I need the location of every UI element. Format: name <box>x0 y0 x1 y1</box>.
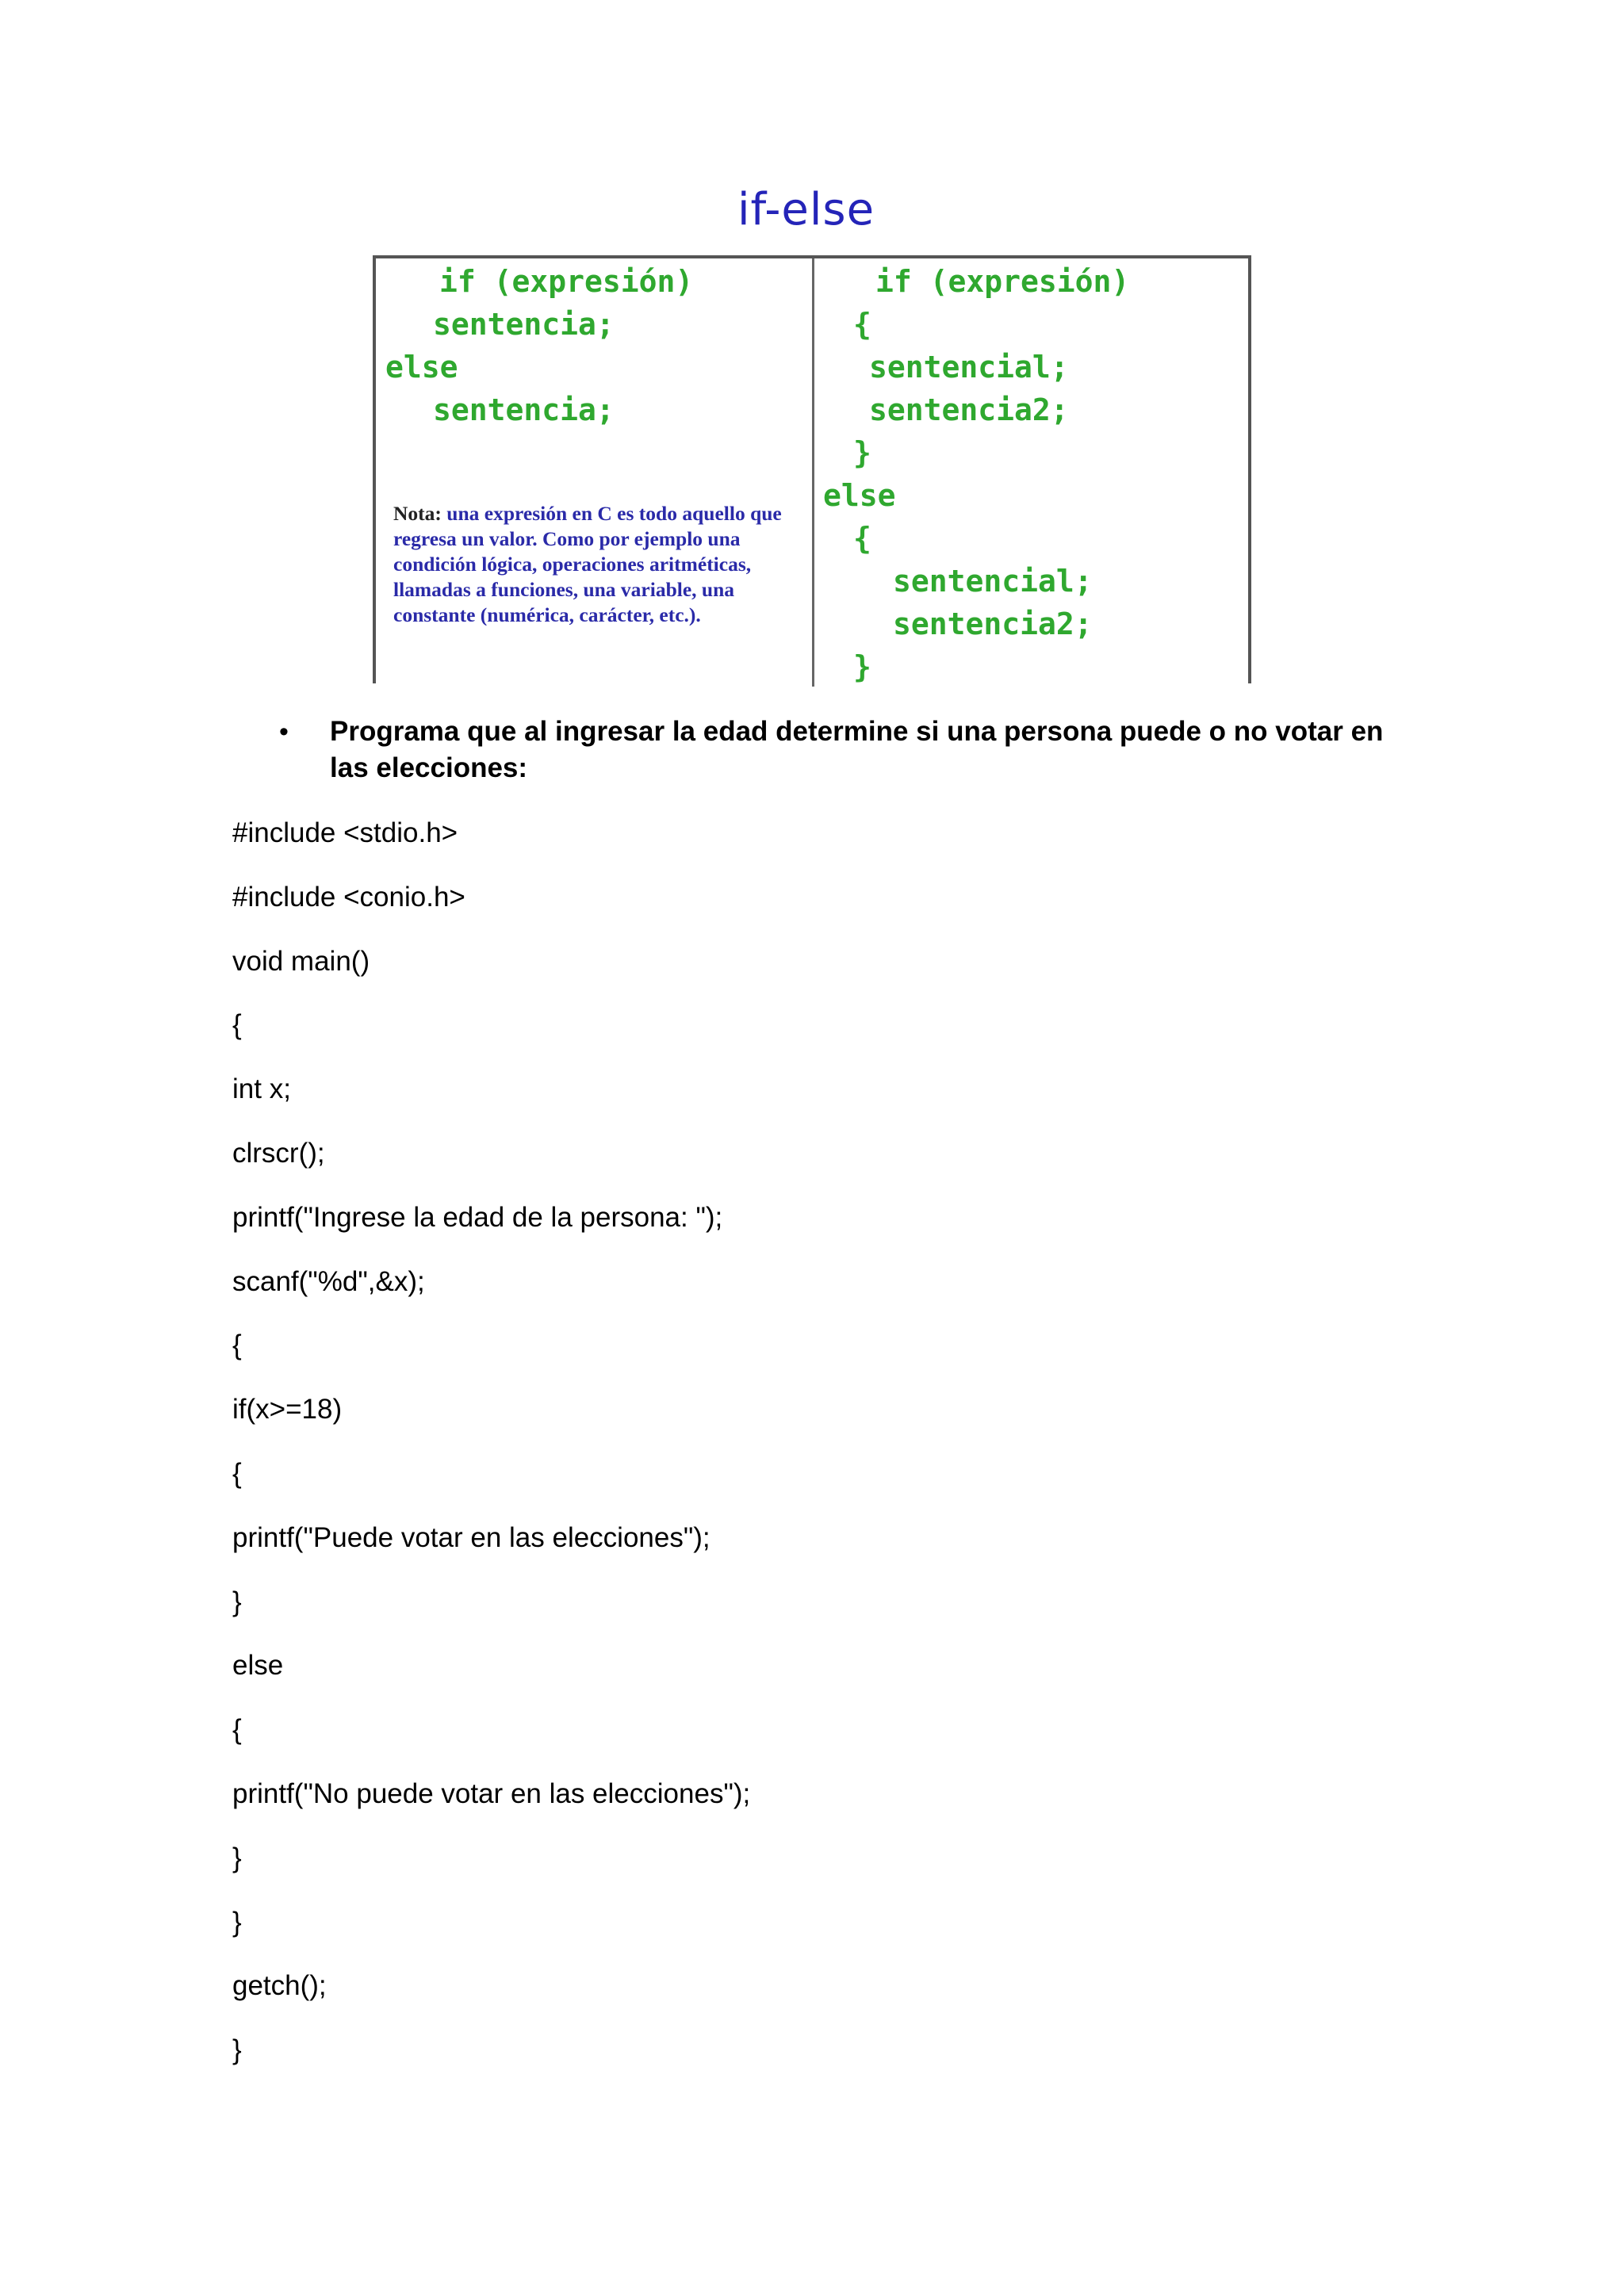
right-code-line: sentencial; <box>893 564 1093 599</box>
bullet-marker: • <box>279 717 289 747</box>
code-line: clrscr(); <box>232 1137 325 1169</box>
right-code-line: else <box>823 478 896 513</box>
note-label: Nota: <box>393 502 442 525</box>
code-line: void main() <box>232 945 370 977</box>
code-line: { <box>232 1009 242 1041</box>
program-listing <box>232 815 750 2096</box>
right-code-line: { <box>853 307 871 342</box>
code-line: { <box>232 1457 242 1489</box>
left-code-line: else <box>385 350 458 385</box>
code-line: } <box>232 1586 242 1617</box>
code-line: } <box>232 1842 242 1873</box>
code-line: } <box>232 2034 242 2066</box>
note-text <box>393 501 806 628</box>
left-code-line: sentencia; <box>433 392 615 427</box>
column-divider <box>812 258 814 687</box>
exercise-heading: Programa que al ingresar la edad determine si una persona puede o no votar en las elecciones: <box>330 716 1384 783</box>
code-line: int x; <box>232 1073 291 1105</box>
code-line: else <box>232 1650 284 1682</box>
right-code-line: } <box>853 649 871 684</box>
figure-title: if-else <box>737 184 875 235</box>
right-code-line: sentencia2; <box>893 607 1093 641</box>
code-line: } <box>232 1906 242 1938</box>
code-line: if(x>=18) <box>232 1394 343 1425</box>
right-code-line: sentencia2; <box>869 392 1069 427</box>
code-line: #include <stdio.h> <box>232 817 458 848</box>
left-code-line: if (expresión) <box>439 264 694 299</box>
right-code-line: { <box>853 521 871 556</box>
syntax-figure <box>373 255 1251 683</box>
note-body: una expresión en C es todo aquello que regresa un valor. Como por ejemplo una condición lógica, operaciones aritméticas, llamadas a funciones, una variable, una constante (numérica, carácter, etc.). <box>393 502 782 626</box>
code-line: printf("Ingrese la edad de la persona: "); <box>232 1201 723 1233</box>
code-line: { <box>232 1714 242 1746</box>
code-line: #include <conio.h> <box>232 881 465 913</box>
code-line: { <box>232 1330 242 1361</box>
code-line: printf("No puede votar en las elecciones"); <box>232 1777 751 1809</box>
left-code-line: sentencia; <box>433 307 615 342</box>
code-line: printf("Puede votar en las elecciones"); <box>232 1521 710 1553</box>
code-line: scanf("%d",&x); <box>232 1265 425 1297</box>
right-code-line: if (expresión) <box>875 264 1130 299</box>
right-code-line: sentencial; <box>869 350 1069 385</box>
code-line: getch(); <box>232 1970 327 2002</box>
right-code-line: } <box>853 435 871 470</box>
